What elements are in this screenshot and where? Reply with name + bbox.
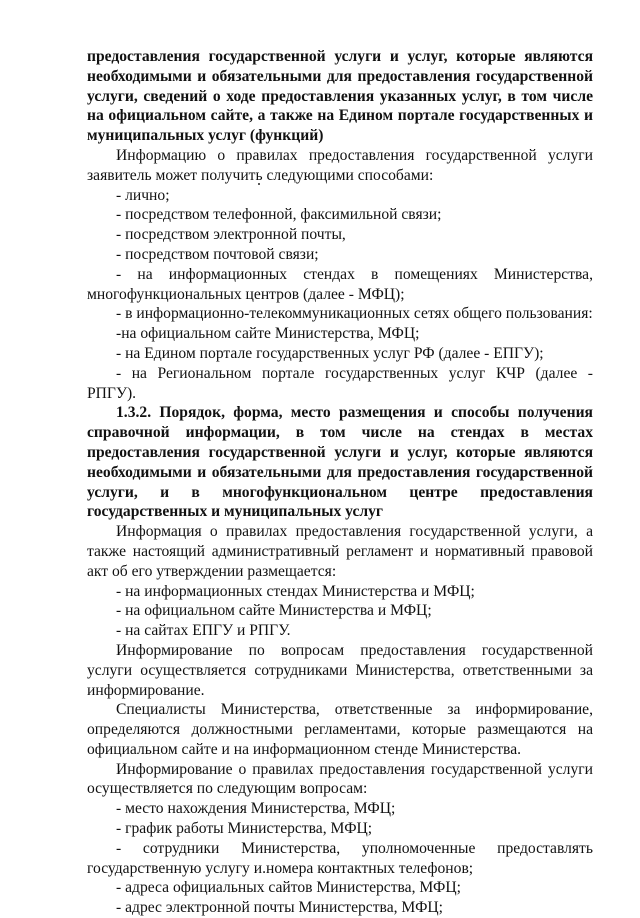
- list-item: - на сайтах ЕПГУ и РПГУ.: [116, 622, 291, 640]
- list-item: - сотрудники Министерства, уполномоченные предоставлять государственную услугу и.номера контактных телефонов;: [87, 839, 593, 877]
- list-item: - посредством телефонной, факсимильной связи;: [116, 206, 442, 224]
- list-item: - график работы Министерства, МФЦ;: [116, 820, 373, 838]
- section-heading-2: 1.3.2. Порядок, форма, место размещения и способы получения справочной информации, в том числе на стендах в местах предоставления государственной услуги и услуг, которые являются необходимыми и обязательными для предоставления государственной услуги, и в многофункциональном центре предоставления государственных и муниципальных услуг: [87, 404, 593, 521]
- list-item: - на информационных стендах Министерства и МФЦ;: [116, 582, 475, 600]
- list-item: - на информационных стендах в помещениях Министерства, многофункциональных центров (далее - МФЦ);: [87, 265, 593, 303]
- list-item: - адрес электронной почты Министерства, МФЦ;: [116, 899, 443, 917]
- intro-paragraph-2: Информация о правилах предоставления государственной услуги, а также настоящий административный регламент и нормативный правовой акт об его утверждении размещается:: [87, 523, 593, 580]
- intro-paragraph-3: Информирование о правилах предоставления государственной услуги осуществляется по следующим вопросам:: [87, 760, 593, 798]
- list-item: - на Региональном портале государственных услуг КЧР (далее - РПГУ).: [87, 364, 593, 402]
- list-item: -на официальном сайте Министерства, МФЦ;: [116, 325, 420, 343]
- section-heading-1: предоставления государственной услуги и услуг, которые являются необходимыми и обязательными для предоставления государственной услуги, сведений о ходе предоставления указанных услуг, в том числе на официальном сайте, а также на Едином портале государственных и муниципальных услуг (функций): [87, 48, 593, 145]
- paragraph: Специалисты Министерства, ответственные за информирование, определяются должностными регламентами, которые размещаются на официальном сайте и на информационном стенде Министерства.: [87, 701, 593, 758]
- list-item: - посредством электронной почты,: [116, 226, 346, 244]
- intro-paragraph-1: Информацию о правилах предоставления государственной услуги заявитель может получить следующими способами:: [87, 146, 593, 184]
- list-item: - на Едином портале государственных услуг РФ (далее - ЕПГУ);: [116, 344, 544, 362]
- list-item: - в информационно-телекоммуникационных сетях общего пользования:: [116, 305, 593, 323]
- list-item: - на официальном сайте Министерства и МФЦ;: [116, 602, 432, 620]
- document-body: [87, 47, 593, 918]
- list-item: - лично;: [116, 186, 170, 204]
- list-item: - адреса официальных сайтов Министерства, МФЦ;: [116, 879, 461, 897]
- list-item: - посредством почтовой связи;: [116, 245, 319, 263]
- list-item: - место нахождения Министерства, МФЦ;: [116, 800, 396, 818]
- paragraph: Информирование по вопросам предоставления государственной услуги осуществляется сотрудниками Министерства, ответственными за информирование.: [87, 641, 593, 699]
